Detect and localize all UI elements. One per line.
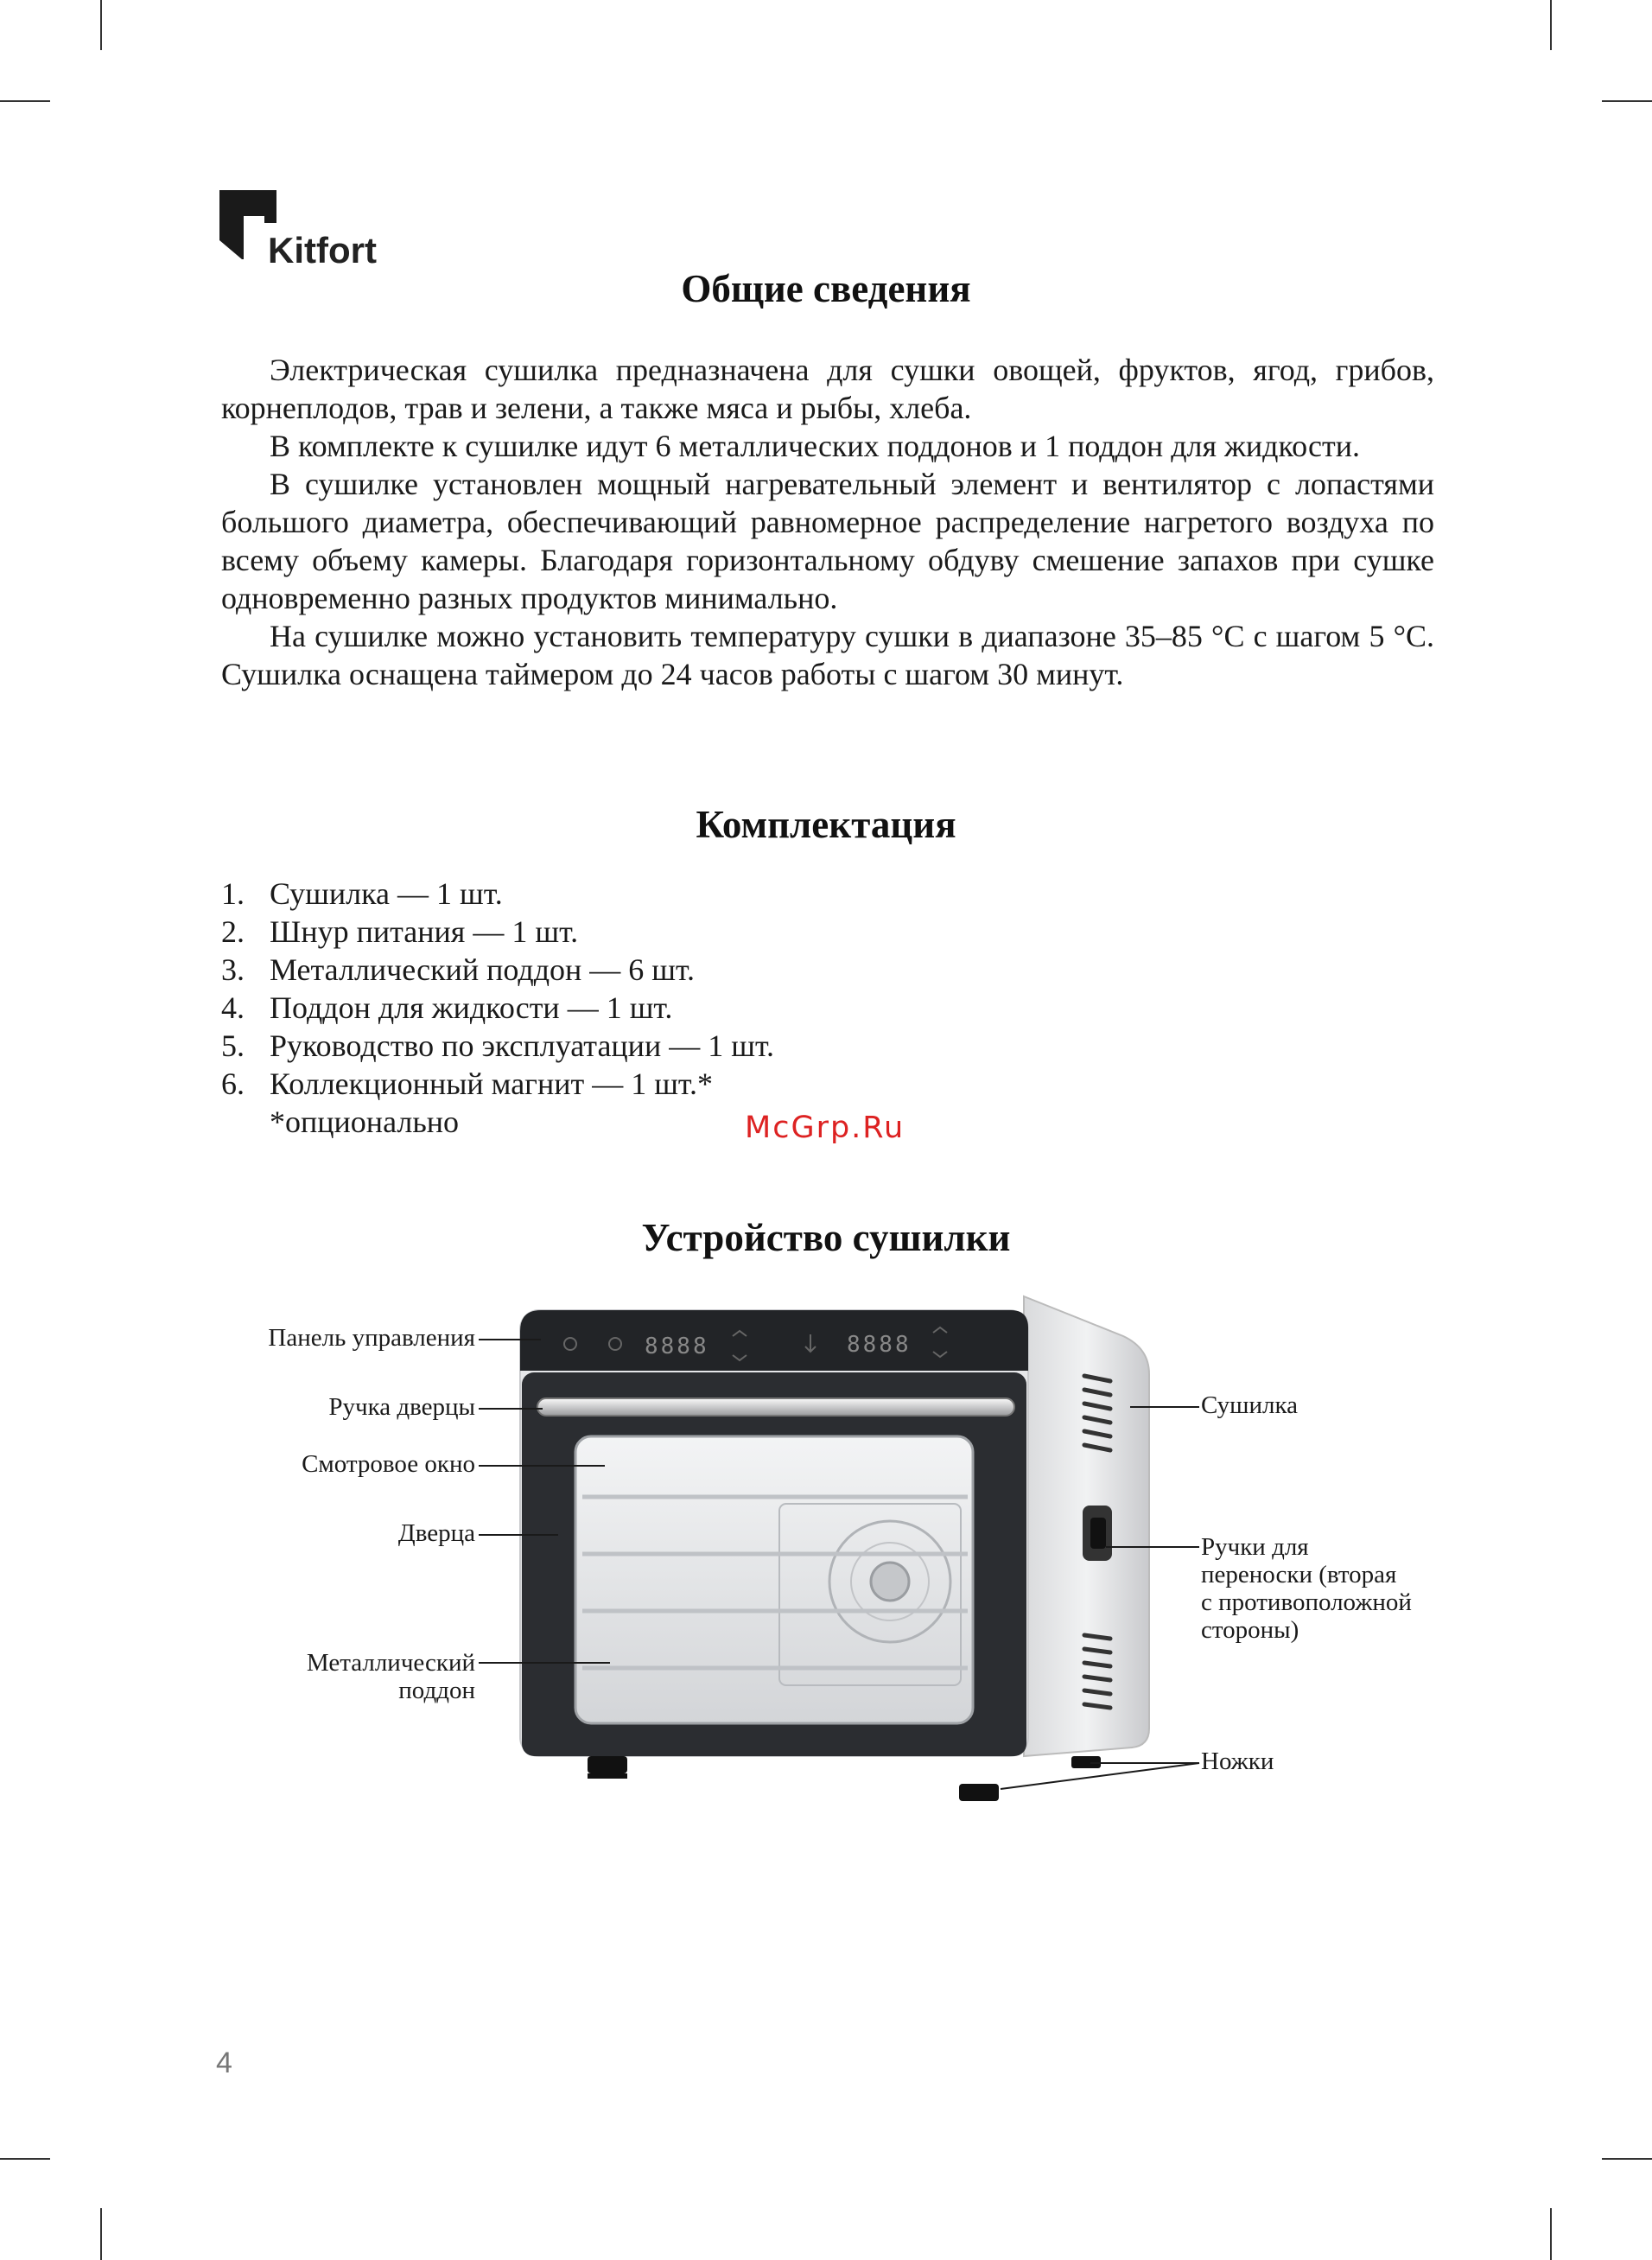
list-number: 1. [221, 876, 245, 911]
brand-name: Kitfort [268, 230, 377, 271]
list-note: *опционально [270, 1105, 460, 1139]
crop-mark [100, 0, 102, 50]
list-number: 4. [221, 990, 245, 1025]
section-title-general: Общие сведения [681, 267, 971, 310]
label-tray [307, 1649, 475, 1704]
display-timer: 8888 [847, 1332, 912, 1358]
watermark[interactable]: McGrp.Ru [745, 1111, 905, 1145]
list-item [221, 989, 774, 1027]
label-tray-line: Металлический [306, 1649, 475, 1677]
label-window: Смотровое окно [302, 1450, 475, 1478]
list-text: Поддон для жидкости — 1 шт. [270, 990, 673, 1025]
list-number: 3. [221, 952, 245, 987]
paragraph: Электрическая сушилка предназначена для сушки овощей, фруктов, ягод, грибов, корнеплодов, трав и зелени, а также мяса и рыбы, хлеба. [221, 353, 1434, 425]
viewing-window [575, 1436, 973, 1723]
label-carry-line: переноски (вторая [1201, 1561, 1397, 1588]
foot [588, 1756, 627, 1773]
label-carry-handles [1201, 1533, 1412, 1644]
list-text: Металлический поддон — 6 шт. [270, 952, 696, 987]
crop-mark [1602, 100, 1652, 102]
foot [959, 1784, 999, 1801]
paragraph: В комплекте к сушилке идут 6 металлических поддонов и 1 поддон для жидкости. [270, 429, 1361, 463]
list-item [221, 951, 774, 989]
list-text: Шнур питания — 1 шт. [270, 914, 579, 949]
crop-mark [0, 2158, 50, 2160]
list-item [221, 1065, 774, 1103]
page-number: 4 [216, 2047, 232, 2079]
label-door-handle: Ручка дверцы [328, 1393, 475, 1421]
section-title-contents: Комплектация [696, 803, 956, 846]
list-number: 5. [221, 1028, 245, 1063]
list-item [221, 1027, 774, 1065]
display-temperature: 8888 [645, 1334, 709, 1359]
label-dryer: Сушилка [1201, 1391, 1298, 1419]
crop-mark [1550, 0, 1552, 50]
list-number: 2. [221, 914, 245, 949]
list-text: Коллекционный магнит — 1 шт.* [270, 1066, 713, 1101]
door-handle [537, 1398, 1014, 1416]
crop-mark [1602, 2158, 1652, 2160]
label-carry-line: стороны) [1201, 1616, 1299, 1644]
list-item [221, 913, 774, 951]
contents-list [221, 875, 774, 1141]
list-text: Сушилка — 1 шт. [270, 876, 503, 911]
crop-mark [0, 100, 50, 102]
label-door: Дверца [397, 1519, 475, 1547]
device-diagram [0, 1279, 1652, 1832]
section-title-device: Устройство сушилки [641, 1216, 1011, 1259]
label-tray-line: поддон [398, 1677, 475, 1704]
paragraph: На сушилке можно установить температуру сушки в диапазоне 35–85 °С с шагом 5 °С. Сушилка оснащена таймером до 24 часов работы с шагом 30 минут. [221, 619, 1434, 691]
foot-shadow [588, 1773, 627, 1779]
label-control-panel: Панель управления [268, 1324, 475, 1352]
label-carry-line: Ручки для [1201, 1533, 1309, 1561]
general-text [221, 351, 1434, 693]
crop-mark [100, 2208, 102, 2260]
paragraph: В сушилке установлен мощный нагревательный элемент и вентилятор с лопастями большого диаметра, обеспечивающий равномерное распределение нагретого воздуха по всему объему камеры. Благодаря горизонтальному обдуву смешение запахов при сушке одновременно разных продуктов минимально. [221, 467, 1434, 615]
label-feet: Ножки [1201, 1748, 1274, 1775]
control-panel [520, 1310, 1028, 1371]
crop-mark [1550, 2208, 1552, 2260]
label-carry-line: с противоположной [1201, 1588, 1412, 1616]
list-number: 6. [221, 1066, 245, 1101]
list-text: Руководство по эксплуатации — 1 шт. [270, 1028, 774, 1063]
list-item [221, 875, 774, 913]
